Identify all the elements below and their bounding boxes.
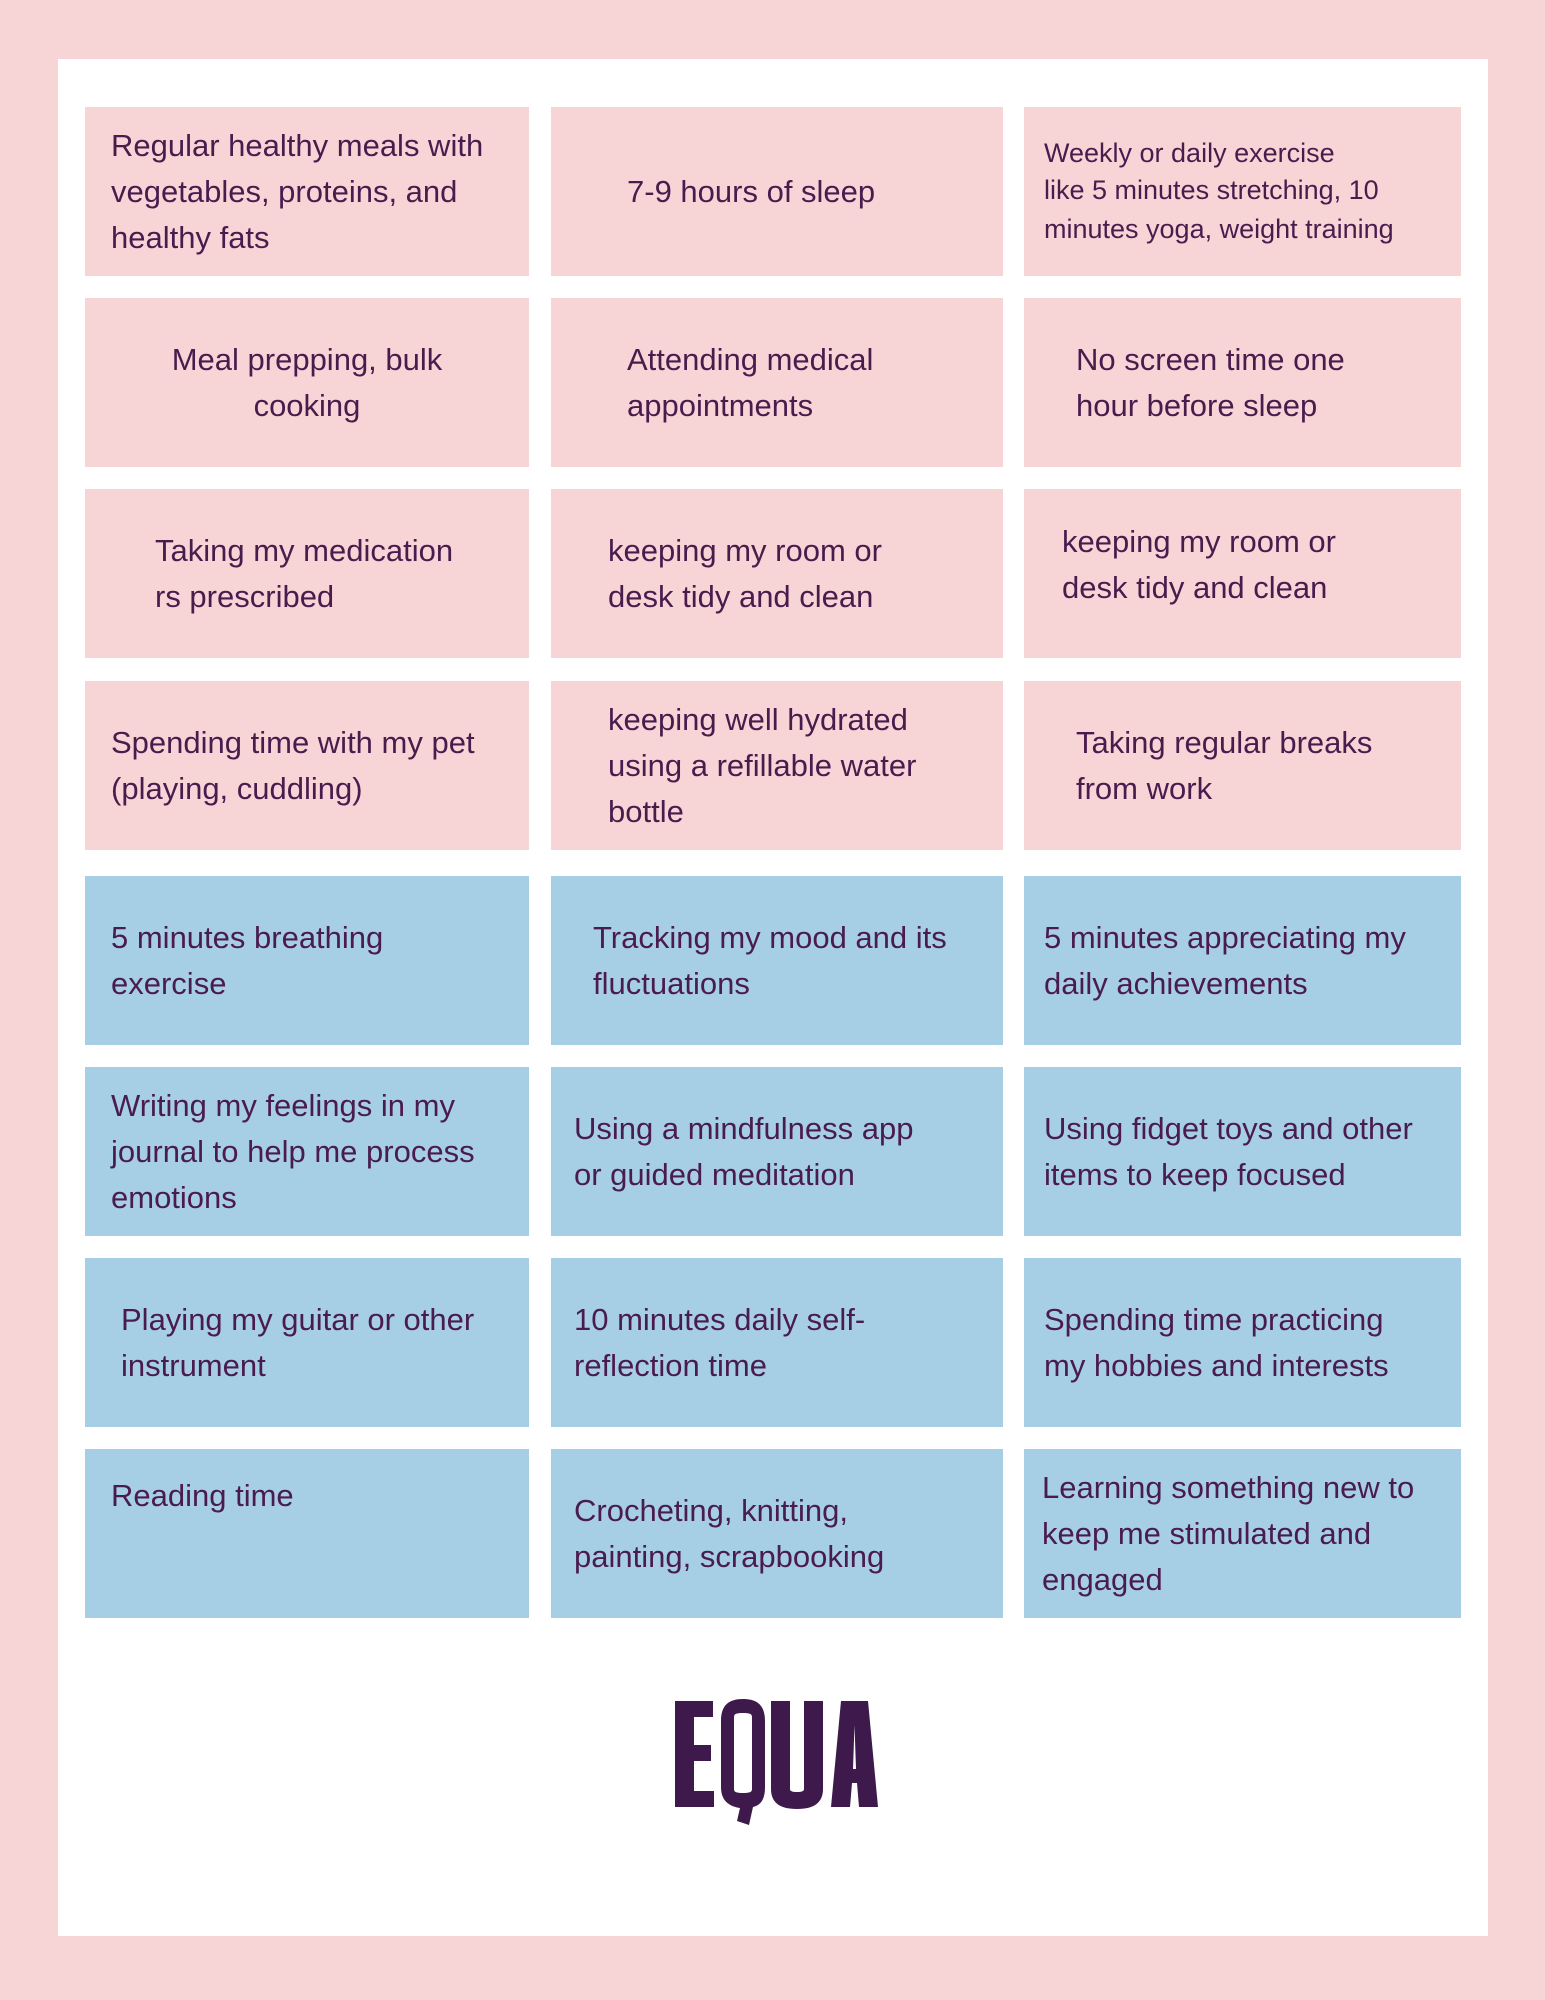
activity-text: 7-9 hours of sleep	[627, 173, 876, 209]
activity-text: Learning something new to keep me stimulated and engaged	[1042, 1469, 1415, 1597]
activity-text: Weekly or daily exercise	[1044, 138, 1335, 168]
activity-card	[85, 489, 529, 658]
activity-card	[85, 298, 529, 467]
activity-card	[551, 1067, 1003, 1236]
activity-card	[551, 1449, 1003, 1618]
activity-card	[85, 1067, 529, 1236]
activity-text: Playing my guitar or other instrument	[121, 1301, 475, 1383]
activity-card	[551, 298, 1003, 467]
equa-wordmark	[663, 1685, 883, 1845]
activity-card	[1024, 489, 1461, 658]
activity-card	[1024, 681, 1461, 850]
activity-text: Writing my feelings in my journal to help me process emotions	[111, 1087, 475, 1215]
activity-card	[1024, 298, 1461, 467]
activity-text: Regular healthy meals with vegetables, proteins, and healthy fats	[111, 127, 484, 255]
activity-text: Spending time with my pet (playing, cuddling)	[111, 724, 475, 806]
activity-card	[1024, 1067, 1461, 1236]
activity-card	[551, 1258, 1003, 1427]
activity-card	[1024, 107, 1461, 276]
activity-subtext: like 5 minutes stretching, 10 minutes yoga, weight training	[1044, 175, 1394, 244]
activity-text: No screen time one hour before sleep	[1076, 341, 1345, 423]
activity-text: Spending time practicing my hobbies and interests	[1044, 1301, 1389, 1383]
activity-text: keeping well hydrated using a refillable water bottle	[608, 701, 917, 829]
activity-card	[85, 876, 529, 1045]
activity-card	[1024, 1258, 1461, 1427]
activity-card	[85, 681, 529, 850]
activity-text: Tracking my mood and its fluctuations	[593, 919, 947, 1001]
activity-text: Using fidget toys and other items to keep focused	[1044, 1110, 1413, 1192]
activity-text: Attending medical appointments	[627, 341, 874, 423]
activity-text: 10 minutes daily self- reflection time	[574, 1301, 866, 1383]
activity-text: keeping my room or desk tidy and clean	[608, 532, 882, 614]
activity-card	[551, 876, 1003, 1045]
activity-card	[551, 489, 1003, 658]
activity-text: Taking my medication rs prescribed	[155, 532, 454, 614]
activity-card	[1024, 1449, 1461, 1618]
activity-text: 5 minutes breathing exercise	[111, 919, 384, 1001]
activity-text: Crocheting, knitting, painting, scrapbooking	[574, 1492, 885, 1574]
activity-card	[85, 107, 529, 276]
activity-text: Using a mindfulness app or guided meditation	[574, 1110, 914, 1192]
activity-text: Meal prepping, bulk cooking	[171, 341, 443, 423]
activity-card	[551, 681, 1003, 850]
activity-card	[85, 1449, 529, 1618]
activity-text: Reading time	[111, 1478, 294, 1513]
activity-text: 5 minutes appreciating my daily achievements	[1044, 919, 1406, 1001]
activity-text: keeping my room or desk tidy and clean	[1062, 523, 1336, 605]
equa-logo	[0, 1680, 1545, 1850]
activity-card	[551, 107, 1003, 276]
activity-card	[85, 1258, 529, 1427]
activity-card	[1024, 876, 1461, 1045]
activity-text: Taking regular breaks from work	[1076, 724, 1373, 806]
